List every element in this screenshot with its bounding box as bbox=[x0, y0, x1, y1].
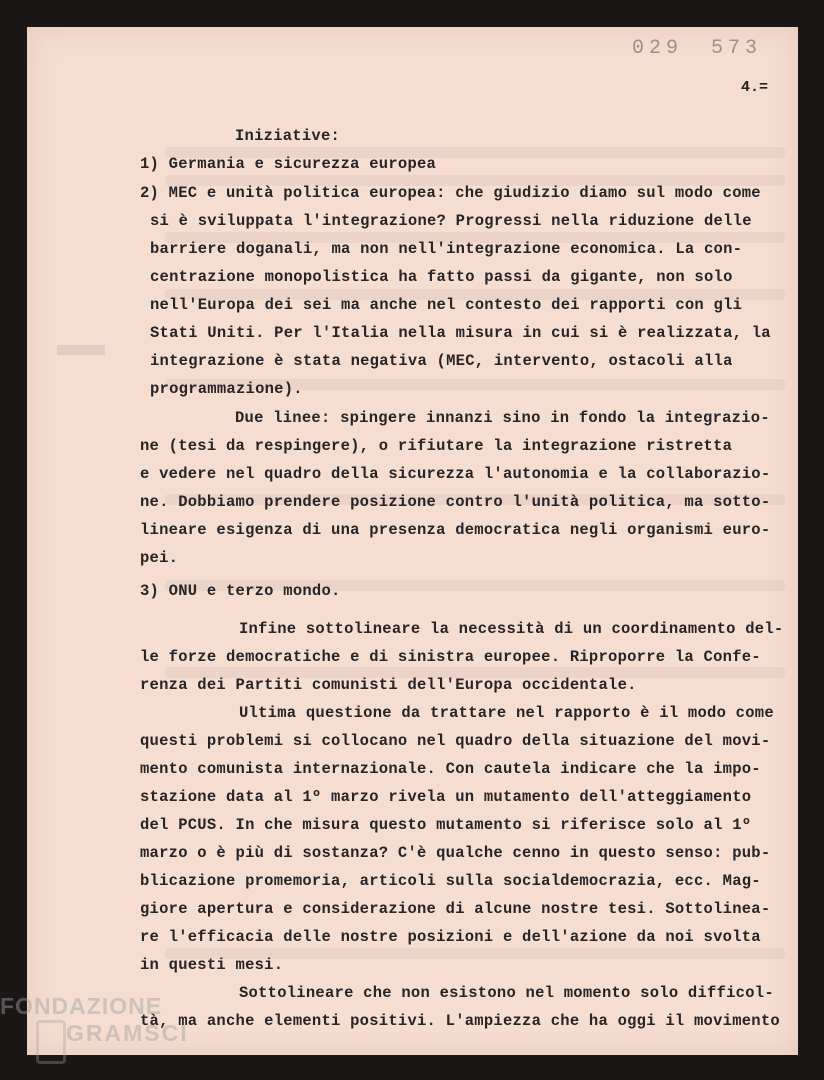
text-line: e vedere nel quadro della sicurezza l'autonomia e la collaborazio- bbox=[140, 465, 771, 483]
paragraph-start: Infine sottolineare la necessità di un coordinamento del- bbox=[239, 620, 784, 638]
text-line: del PCUS. In che misura questo mutamento si riferisce solo al 1º bbox=[140, 816, 752, 834]
text-line: tà, ma anche elementi positivi. L'ampiezza che ha oggi il movimento bbox=[140, 1012, 780, 1030]
document-page bbox=[27, 27, 798, 1055]
list-item-3: 3) ONU e terzo mondo. bbox=[140, 582, 341, 600]
text-line: integrazione è stata negativa (MEC, intervento, ostacoli alla bbox=[150, 352, 733, 370]
paragraph-start: Due linee: spingere innanzi sino in fondo la integrazio- bbox=[235, 409, 770, 427]
text-line: si è sviluppata l'integrazione? Progressi nella riduzione delle bbox=[150, 212, 752, 230]
heading-iniziative: Iniziative: bbox=[235, 127, 341, 145]
paragraph-start: Ultima questione da trattare nel rapporto è il modo come bbox=[239, 704, 774, 722]
text-line: giore apertura e considerazione di alcune nostre tesi. Sottolinea- bbox=[140, 900, 771, 918]
text-line: renza dei Partiti comunisti dell'Europa occidentale. bbox=[140, 676, 637, 694]
text-line: le forze democratiche e di sinistra europee. Riproporre la Confe- bbox=[140, 648, 761, 666]
text-line: mento comunista internazionale. Con cautela indicare che la impo- bbox=[140, 760, 761, 778]
text-line: re l'efficacia delle nostre posizioni e dell'azione da noi svolta bbox=[140, 928, 761, 946]
text-line: stazione data al 1º marzo rivela un mutamento dell'atteggiamento bbox=[140, 788, 752, 806]
text-line: barriere doganali, ma non nell'integrazione economica. La con- bbox=[150, 240, 743, 258]
text-line: nell'Europa dei sei ma anche nel contesto dei rapporti con gli bbox=[150, 296, 743, 314]
list-item-1: 1) Germania e sicurezza europea bbox=[140, 155, 437, 173]
page-number: 4.= bbox=[740, 79, 768, 96]
text-line: pei. bbox=[140, 549, 179, 567]
watermark-logo-mark bbox=[36, 1020, 66, 1064]
text-line: centrazione monopolistica ha fatto passi da gigante, non solo bbox=[150, 268, 733, 286]
text-line: in questi mesi. bbox=[140, 956, 284, 974]
bleed-through-margin bbox=[57, 345, 105, 355]
text-line: blicazione promemoria, articoli sulla socialdemocrazia, ecc. Mag- bbox=[140, 872, 761, 890]
watermark-logo-text: FONDAZIONE bbox=[0, 993, 163, 1019]
text-line: lineare esigenza di una presenza democratica negli organismi euro- bbox=[140, 521, 771, 539]
archive-stamp-left: 029 bbox=[632, 37, 684, 60]
watermark-logo-text: GRAMSCI bbox=[66, 1020, 189, 1046]
text-line: ne (tesi da respingere), o rifiutare la integrazione ristretta bbox=[140, 437, 733, 455]
text-line: programmazione). bbox=[150, 380, 303, 398]
text-line: ne. Dobbiamo prendere posizione contro l'unità politica, ma sotto- bbox=[140, 493, 771, 511]
archive-stamp-right: 573 bbox=[711, 37, 763, 60]
text-line: marzo o è più di sostanza? C'è qualche cenno in questo senso: pub- bbox=[140, 844, 771, 862]
text-line: questi problemi si collocano nel quadro della situazione del movi- bbox=[140, 732, 771, 750]
list-item-2: 2) MEC e unità politica europea: che giudizio diamo sul modo come bbox=[140, 184, 761, 202]
paragraph-start: Sottolineare che non esistono nel momento solo difficol- bbox=[239, 984, 774, 1002]
text-line: Stati Uniti. Per l'Italia nella misura in cui si è realizzata, la bbox=[150, 324, 771, 342]
